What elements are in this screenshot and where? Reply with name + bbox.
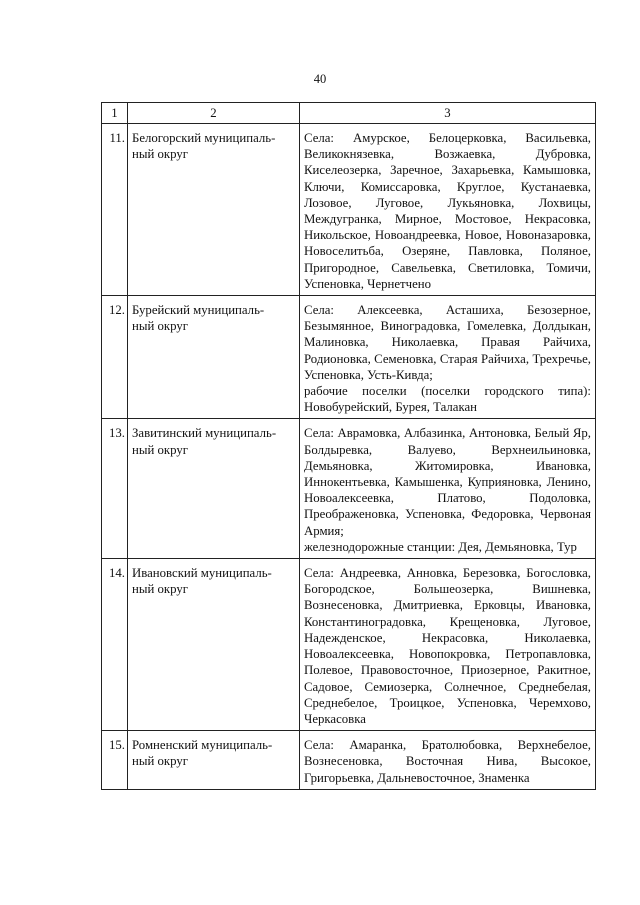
settlements-list: Села: Андреевка, Анновка, Березовка, Богословка, Богородское, Большеозерка, Вишневка, Вознесеновка, Дмитриевка, Ерковцы, Ивановка, Константиноградовка, Крещеновка, Луговое, Надежденское, Некрасовка, Николаевка, Новоалексеевка, Новопокровка, Петропавловка, Полевое, Правовосточное, Приозерное, Ракитное, Садовое, Семиозерка, Солнечное, Среднебелая, Среднебелое, Троицкое, Успеновка, Черемхово, Черкасовка [304,566,591,726]
settlements-cell [300,124,596,296]
settlements-list: Села: Алексеевка, Асташиха, Безозерное, Безымянное, Виноградовка, Гомелевка, Долдыкан, Малиновка, Николаевка, Правая Райчиха, Родионовка, Семеновка, Старая Райчиха, Трехречье, Успеновка, Усть-Кивда; [304,303,591,382]
row-number: 12. [102,296,128,419]
municipal-districts-table [101,102,596,790]
settlements-list: железнодорожные станции: Дея, Демьяновка, Тур [304,539,577,554]
table-row [102,731,596,790]
settlements-cell [300,296,596,419]
settlements-cell [300,559,596,731]
settlements-list: Села: Аврамовка, Албазинка, Антоновка, Белый Яр, Болдыревка, Валуево, Верхнеильиновка, Демьяновка, Житомировка, Ивановка, Иннокентьевка, Камышенка, Куприяновка, Ленино, Новоалексеевка, Платово, Подоловка, Преображеновка, Успеновка, Федоровка, Червоная Армия; [304,426,591,538]
settlements-cell [300,731,596,790]
table-row [102,559,596,731]
page-number: 40 [313,72,327,86]
settlements-list: рабочие поселки (поселки городского типа): Новобурейский, Бурея, Талакан [304,384,591,415]
settlements-list: Села: Амаранка, Братолюбовка, Верхнебелое, Вознесеновка, Восточная Нива, Высокое, Григорьевка, Дальневосточное, Знаменка [304,738,591,785]
column-header-number: 1 [102,103,128,124]
district-name: Белогорский муниципаль- ный округ [128,124,300,296]
table-row [102,124,596,296]
table-row [102,296,596,419]
table-header-row [102,103,596,124]
row-number: 14. [102,559,128,731]
row-number: 13. [102,419,128,559]
row-number: 11. [102,124,128,296]
district-name: Завитинский муниципаль- ный округ [128,419,300,559]
row-number: 15. [102,731,128,790]
district-name: Бурейский муниципаль- ный округ [128,296,300,419]
settlements-list: Села: Амурское, Белоцерковка, Васильевка, Великокнязевка, Возжаевка, Дубровка, Киселеозерка, Заречное, Захарьевка, Камышовка, Ключи, Комиссаровка, Круглое, Кустанаевка, Лозовое, Луговое, Лукьяновка, Лохвицы, Междугранка, Мирное, Мостовое, Некрасовка, Никольское, Новоандреевка, Новое, Новоназаровка, Новоселитьба, Озеряне, Павловка, Поляное, Пригородное, Савельевка, Светиловка, Томичи, Успеновка, Чернетчено [304,131,591,291]
column-header-settlements: 3 [300,103,596,124]
column-header-district: 2 [128,103,300,124]
settlements-cell [300,419,596,559]
district-name: Ивановский муниципаль- ный округ [128,559,300,731]
district-name: Ромненский муниципаль- ный округ [128,731,300,790]
table-row [102,419,596,559]
